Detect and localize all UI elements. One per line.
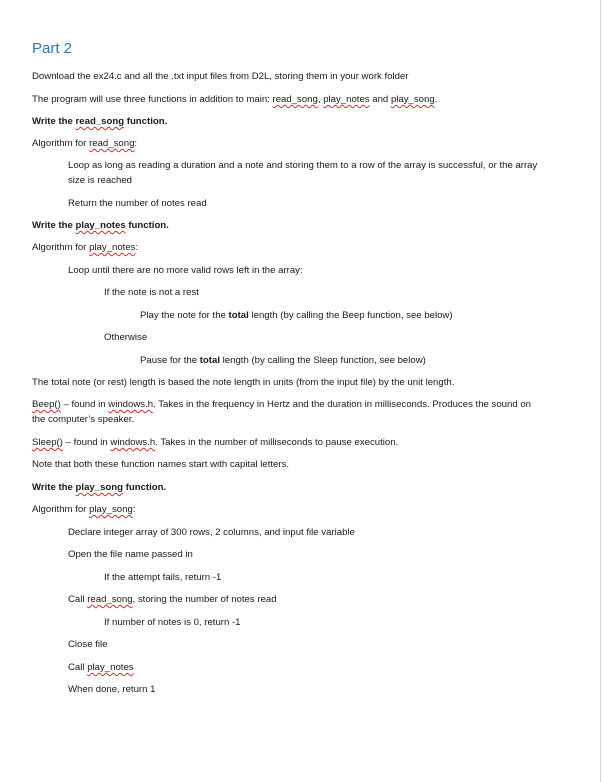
write-read-song-heading <box>32 114 167 129</box>
when-done: When done, return 1 <box>68 684 156 695</box>
write-suffix: function. <box>124 116 168 127</box>
open-file: Open the file name passed in <box>68 549 193 560</box>
total-note-explanation: The total note (or rest) length is based the note length in units (from the input file) by the unit length. <box>32 377 455 388</box>
sleep-rest: . Takes in the number of milliseconds to pause execution. <box>155 437 399 448</box>
declare-array: Declare integer array of 300 rows, 2 columns, and input file variable <box>68 527 355 538</box>
sleep-function-name: Sleep() <box>32 437 63 448</box>
part-heading: Part 2 <box>32 40 73 57</box>
call-prefix: Call <box>68 594 88 605</box>
fn-read-song: read_song <box>272 94 318 105</box>
write-prefix: Write the <box>32 220 76 231</box>
read-return: Return the number of notes read <box>68 198 207 209</box>
beep-function-name: Beep() <box>32 399 61 410</box>
write-play-song-heading <box>32 480 166 495</box>
algorithm-play-notes-label <box>32 240 138 255</box>
fn-play-notes: play_notes <box>323 94 370 105</box>
pause-step <box>140 353 426 368</box>
intro-sep1: , <box>317 94 324 105</box>
write-prefix: Write the <box>32 116 76 127</box>
notes-zero-check: If number of notes is 0, return -1 <box>104 617 241 628</box>
beep-description-line2: the computer’s speaker. <box>32 414 135 425</box>
fn-name: play_song <box>89 504 133 515</box>
alg-prefix: Algorithm for <box>32 242 90 253</box>
sleep-mid: – found in <box>62 437 111 448</box>
capital-letters-note: Note that both these function names start with capital letters. <box>32 459 290 470</box>
play-note-step <box>140 308 453 323</box>
fn-name: play_notes <box>75 220 126 231</box>
alg-suffix: : <box>135 242 139 253</box>
alg-prefix: Algorithm for <box>32 504 90 515</box>
call-prefix: Call <box>68 662 88 673</box>
alg-prefix: Algorithm for <box>32 138 90 149</box>
if-not-rest: If the note is not a rest <box>104 287 199 298</box>
fn-name: read_song <box>89 138 135 149</box>
fn-name: play_song <box>75 482 123 493</box>
sleep-header: windows.h <box>110 437 156 448</box>
pause-bold: total <box>199 355 220 366</box>
intro-line <box>32 92 437 107</box>
write-suffix: function. <box>125 220 169 231</box>
play-note-bold: total <box>228 310 249 321</box>
play-note-prefix: Play the note for the <box>140 310 229 321</box>
algorithm-play-song-label <box>32 502 135 517</box>
algorithm-read-song-label <box>32 136 137 151</box>
beep-mid: – found in <box>60 399 109 410</box>
intro-sep2: and <box>369 94 391 105</box>
alg-suffix: : <box>134 138 138 149</box>
call-read-song <box>68 592 277 607</box>
download-instruction: Download the ex24.c and all the .txt input files from D2L, storing them in your work folder <box>32 71 409 82</box>
fn-name: read_song <box>87 594 133 605</box>
pause-suffix: length (by calling the Sleep function, see below) <box>220 355 426 366</box>
fn-name: read_song <box>75 116 125 127</box>
write-suffix: function. <box>123 482 167 493</box>
fn-name: play_notes <box>87 662 134 673</box>
sleep-description <box>32 435 398 450</box>
play-note-suffix: length (by calling the Beep function, see below) <box>248 310 453 321</box>
read-loop-line2: size is reached <box>68 175 132 186</box>
attempt-fails: If the attempt fails, return -1 <box>104 572 222 583</box>
intro-prefix: The program will use three functions in addition to main: <box>32 94 273 105</box>
beep-header: windows.h <box>108 399 154 410</box>
fn-name: play_notes <box>89 242 136 253</box>
alg-suffix: : <box>132 504 136 515</box>
read-loop-line1: Loop as long as reading a duration and a note and storing them to a row of the array is successful, or the array <box>68 160 538 171</box>
beep-description <box>32 397 531 412</box>
beep-rest: . Takes in the frequency in Hertz and the duration in milliseconds. Produces the sound on <box>153 399 532 410</box>
fn-play-song: play_song <box>390 94 435 105</box>
otherwise: Otherwise <box>104 332 148 343</box>
call-suffix: , storing the number of notes read <box>132 594 277 605</box>
close-file: Close file <box>68 639 108 650</box>
intro-suffix: . <box>434 94 438 105</box>
call-play-notes <box>68 660 134 675</box>
loop-rows: Loop until there are no more valid rows left in the array: <box>68 265 303 276</box>
pause-prefix: Pause for the <box>140 355 200 366</box>
write-prefix: Write the <box>32 482 76 493</box>
write-play-notes-heading <box>32 218 169 233</box>
